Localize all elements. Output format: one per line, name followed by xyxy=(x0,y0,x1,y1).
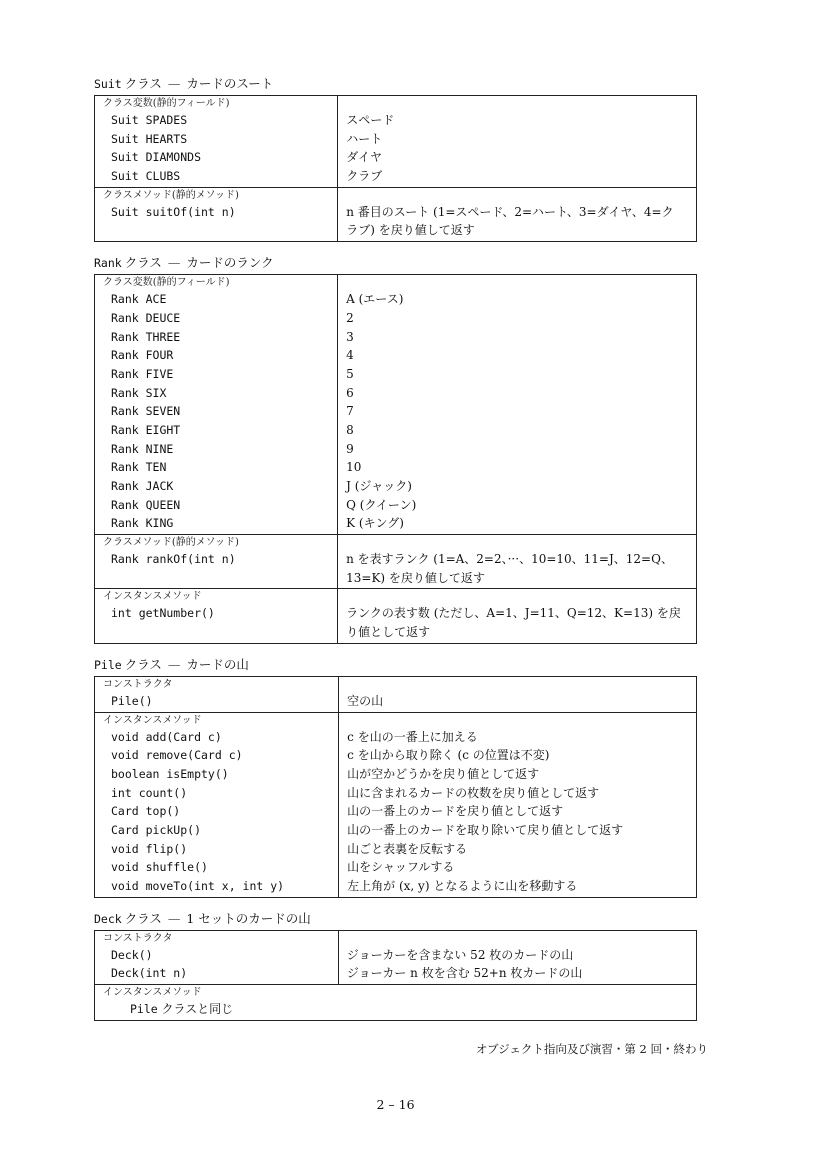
label-spacer xyxy=(347,678,688,692)
member-description: Q (クイーン) xyxy=(346,497,417,512)
spec-table-pile xyxy=(94,676,697,898)
member-signature: void moveTo(int x, int y) xyxy=(111,879,285,894)
member-signature: Rank DEUCE xyxy=(111,310,181,325)
member-description: 6 xyxy=(346,385,354,400)
group-label: インスタンスメソッド xyxy=(103,714,202,726)
member-description: ジョーカー n 枚を含む 52+n 枚カードの山 xyxy=(346,966,583,981)
member-description: 空の山 xyxy=(347,693,384,708)
member-description: り値として返す xyxy=(346,625,431,640)
group-label: コンストラクタ xyxy=(103,932,173,944)
member-description: クラブ xyxy=(346,169,383,184)
member-group xyxy=(95,985,697,1021)
class-description: カードのランク xyxy=(186,255,274,271)
label-spacer xyxy=(347,932,688,946)
member-description: 山が空かどうかを戻り値として返す xyxy=(347,766,540,781)
group-label: クラス変数(静的フィールド) xyxy=(103,98,230,109)
label-spacer xyxy=(346,189,688,203)
member-signature: Rank EIGHT xyxy=(111,422,181,437)
member-description: 13=K) を戻り値して返す xyxy=(346,570,485,585)
member-description: 3 xyxy=(346,329,354,344)
section-title-suit xyxy=(94,75,697,93)
member-signature: Rank SIX xyxy=(111,385,167,400)
member-signature: Card top() xyxy=(111,804,181,819)
group-label: インスタンスメソッド xyxy=(103,591,202,603)
member-description: 山の一番上のカードを戻り値として返す xyxy=(347,804,564,819)
member-description: 7 xyxy=(346,404,354,419)
member-signature: Pile() xyxy=(111,693,153,708)
member-signature: Rank QUEEN xyxy=(111,497,181,512)
member-description: ラブ) を戻り値して返す xyxy=(346,223,475,238)
member-signature: Rank FOUR xyxy=(111,348,174,363)
member-signature: boolean isEmpty() xyxy=(111,766,229,781)
spec-table-suit xyxy=(94,95,697,242)
member-description: 8 xyxy=(346,422,354,437)
label-spacer xyxy=(346,97,688,111)
member-signature: void shuffle() xyxy=(111,860,208,875)
title-dash: — xyxy=(167,656,181,672)
member-description: c を山から取り除く (c の位置は不変) xyxy=(347,748,550,763)
group-label: クラス変数(静的フィールド) xyxy=(103,277,230,289)
member-signature: Rank JACK xyxy=(111,479,174,494)
label-spacer xyxy=(346,276,688,290)
member-signature: Rank FIVE xyxy=(111,366,174,381)
member-description: J (ジャック) xyxy=(346,479,412,494)
member-description: 山をシャッフルする xyxy=(347,860,455,875)
member-group xyxy=(95,589,697,643)
member-description: 左上角が (x, y) となるように山を移動する xyxy=(347,879,578,894)
member-signature: Suit DIAMONDS xyxy=(111,150,202,165)
member-signature: Suit suitOf(int n) xyxy=(111,204,236,219)
member-signature: Suit CLUBS xyxy=(111,169,181,184)
member-signature: Rank rankOf(int n) xyxy=(111,552,236,567)
member-signature: int getNumber() xyxy=(111,606,215,621)
member-description: n を表すランク (1=A、2=2、···、10=10、11=J、12=Q、 xyxy=(346,552,673,567)
class-name: Pile xyxy=(94,657,122,672)
member-group xyxy=(95,275,697,535)
member-signature: Suit HEARTS xyxy=(111,131,188,146)
class-description: 1 セットのカードの山 xyxy=(186,910,311,926)
member-description: 山の一番上のカードを取り除いて戻り値として返す xyxy=(347,822,624,837)
section-title-pile xyxy=(94,656,697,674)
member-description: 9 xyxy=(346,441,354,456)
member-signature: Rank ACE xyxy=(111,292,167,307)
label-spacer xyxy=(346,536,688,550)
member-group xyxy=(95,535,697,589)
group-label: コンストラクタ xyxy=(103,678,173,690)
member-signature: Card pickUp() xyxy=(111,822,202,837)
member-signature: Deck(int n) xyxy=(111,966,188,981)
member-signature: int count() xyxy=(111,785,188,800)
member-description: ジョーカーを含まない 52 枚のカードの山 xyxy=(346,947,574,962)
member-signature: Pile xyxy=(130,1002,158,1017)
group-label: インスタンスメソッド xyxy=(103,987,202,999)
class-description: カードの山 xyxy=(186,656,249,672)
member-group xyxy=(95,96,697,188)
member-description: ダイヤ xyxy=(346,150,383,165)
member-signature: void flip() xyxy=(111,841,188,856)
member-description: 山ごと表裏を反転する xyxy=(347,841,468,856)
class-label: クラス xyxy=(124,76,162,91)
class-name: Deck xyxy=(94,911,122,926)
member-signature: Rank THREE xyxy=(111,329,181,344)
member-note: クラスと同じ xyxy=(157,1002,234,1017)
member-description: 4 xyxy=(346,348,354,363)
class-label: クラス xyxy=(124,656,162,672)
title-dash: — xyxy=(167,76,181,91)
footer-note: オブジェクト指向及び演習・第 2 回・終わり xyxy=(475,1042,708,1056)
member-description: 2 xyxy=(346,310,354,325)
spec-table-rank xyxy=(94,274,697,644)
label-spacer xyxy=(346,590,688,604)
section-title-deck xyxy=(94,910,697,928)
member-signature: Rank NINE xyxy=(111,441,174,456)
member-signature: void add(Card c) xyxy=(111,729,222,744)
member-description: n 番目のスート (1=スペード、2=ハート、3=ダイヤ、4=ク xyxy=(346,204,674,219)
section-title-rank xyxy=(94,254,697,272)
class-name: Rank xyxy=(94,256,122,271)
member-description: 山に含まれるカードの枚数を戻り値として返す xyxy=(347,785,600,800)
member-description: c を山の一番上に加える xyxy=(347,729,478,744)
class-label: クラス xyxy=(124,255,162,271)
member-row xyxy=(103,1000,688,1019)
page-number: 2 – 16 xyxy=(376,1097,415,1112)
class-name: Suit xyxy=(94,77,122,91)
member-description: 10 xyxy=(346,460,362,475)
group-label: クラスメソッド(静的メソッド) xyxy=(103,537,239,549)
member-group xyxy=(95,187,697,241)
member-description: スペード xyxy=(346,113,395,127)
member-signature: Suit SPADES xyxy=(111,113,188,127)
member-signature: Rank KING xyxy=(111,516,174,531)
member-signature: Rank SEVEN xyxy=(111,404,181,419)
member-signature: Rank TEN xyxy=(111,460,167,475)
label-spacer xyxy=(347,714,688,728)
member-group xyxy=(95,676,697,712)
member-group xyxy=(95,712,697,897)
group-label: クラスメソッド(静的メソッド) xyxy=(103,189,239,201)
member-description: ランクの表す数 (ただし、A=1、J=11、Q=12、K=13) を戻 xyxy=(346,606,681,621)
title-dash: — xyxy=(167,255,181,271)
class-label: クラス xyxy=(124,910,162,926)
member-description: A (エース) xyxy=(346,292,404,307)
member-description: 5 xyxy=(346,366,354,381)
document-page xyxy=(94,75,697,1033)
member-description: K (キング) xyxy=(346,516,404,531)
spec-table-deck xyxy=(94,930,697,1021)
class-description: カードのスート xyxy=(186,76,274,91)
member-signature: void remove(Card c) xyxy=(111,748,243,763)
title-dash: — xyxy=(167,910,181,926)
member-group xyxy=(95,930,697,984)
member-signature: Deck() xyxy=(111,947,153,962)
member-description: ハート xyxy=(346,131,383,146)
